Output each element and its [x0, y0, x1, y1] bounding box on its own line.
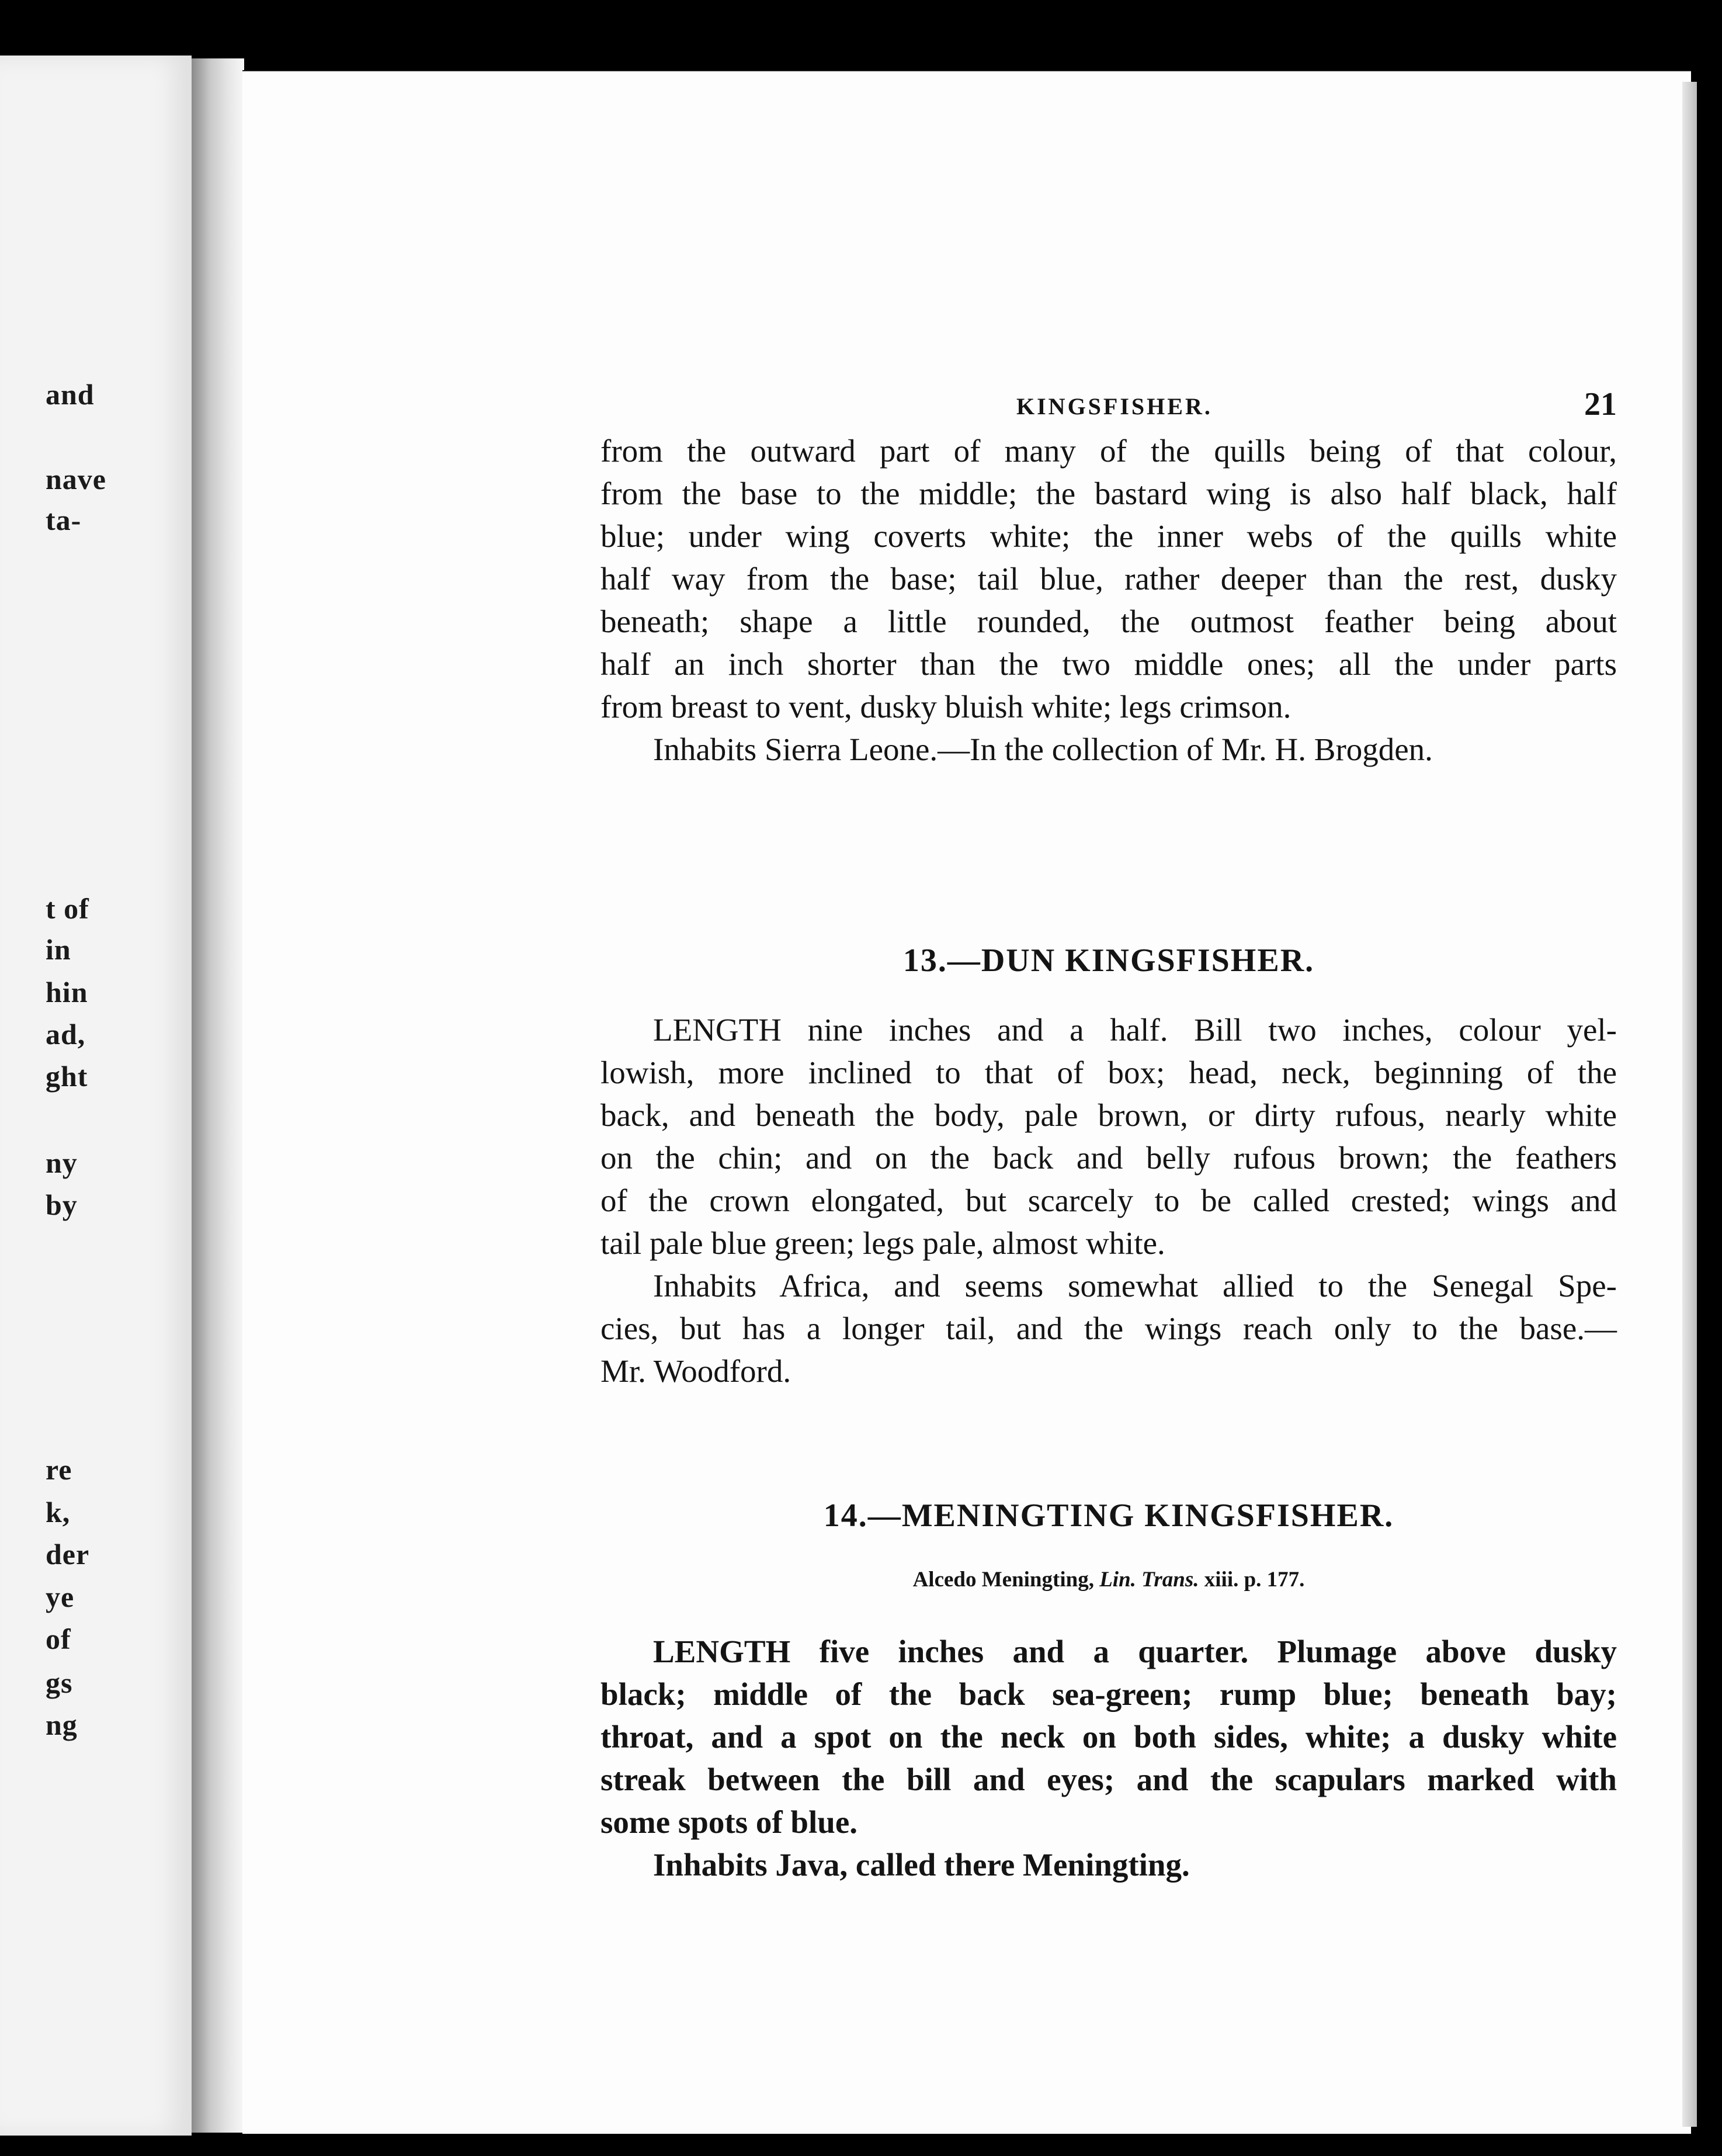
text-line: blue; under wing coverts white; the inner webs of the quills white — [600, 518, 1617, 554]
facing-word: der — [46, 1538, 90, 1571]
facing-word: ght — [46, 1060, 88, 1093]
page-header — [600, 386, 1617, 421]
facing-word: nave — [46, 463, 106, 495]
text-line: back, and beneath the body, pale brown, or dirty rufous, nearly white — [600, 1097, 1617, 1133]
text-line: some spots of blue. — [600, 1804, 858, 1840]
habitat-line: Inhabits Sierra Leone.—In the collection of Mr. H. Brogden. — [653, 732, 1433, 767]
reference-name: Alcedo Meningting, — [912, 1568, 1094, 1592]
facing-word: ta- — [46, 504, 82, 536]
facing-word: and — [46, 378, 95, 411]
text-line: on the chin; and on the back and belly rufous brown; the feathers — [600, 1140, 1617, 1176]
text-line: streak between the bill and eyes; and the scapulars marked with — [600, 1762, 1617, 1797]
book-gutter-shadow — [192, 58, 244, 2133]
text-line: beneath; shape a little rounded, the outmost feather being about — [600, 604, 1617, 639]
facing-word: by — [46, 1188, 78, 1221]
habitat-line: Inhabits Africa, and seems somewhat allied to the Senegal Spe- — [653, 1268, 1617, 1304]
text-line: LENGTH nine inches and a half. Bill two inches, colour yel- — [653, 1012, 1617, 1048]
section-heading-13: 13.—DUN KINGSFISHER. — [902, 942, 1315, 979]
page-edge — [1682, 82, 1697, 2127]
facing-word: ny — [46, 1146, 78, 1179]
text-line: from breast to vent, dusky bluish white; legs crimson. — [600, 689, 1292, 725]
reference-line — [600, 1567, 1617, 1592]
facing-page — [0, 56, 192, 2136]
text-line: LENGTH five inches and a quarter. Plumage above dusky — [653, 1634, 1617, 1669]
text-line: half an inch shorter than the two middle ones; all the under parts — [600, 646, 1617, 682]
facing-word: in — [46, 933, 71, 966]
habitat-line: cies, but has a longer tail, and the wings reach only to the base.— — [600, 1311, 1617, 1346]
text-line: throat, and a spot on the neck on both sides, white; a dusky white — [600, 1719, 1617, 1755]
habitat-line: Inhabits Java, called there Meningting. — [653, 1847, 1190, 1883]
text-line: of the crown elongated, but scarcely to be called crested; wings and — [600, 1183, 1617, 1218]
habitat-line: Mr. Woodford. — [600, 1353, 791, 1389]
facing-word: t of — [46, 892, 89, 925]
text-line: from the base to the middle; the bastard wing is also half black, half — [600, 476, 1617, 511]
facing-page-text-edge — [0, 56, 192, 2136]
reference-page: xiii. p. 177. — [1204, 1568, 1305, 1592]
facing-word: hin — [46, 976, 88, 1008]
facing-word: ye — [46, 1580, 75, 1613]
facing-word: ad, — [46, 1018, 86, 1051]
running-head: KINGSFISHER. — [1016, 393, 1213, 420]
facing-word: gs — [46, 1666, 73, 1699]
text-line: from the outward part of many of the quills being of that colour, — [600, 433, 1617, 469]
facing-word: re — [46, 1453, 72, 1486]
text-line: black; middle of the back sea-green; rump blue; beneath bay; — [600, 1676, 1617, 1712]
facing-word: ng — [46, 1708, 78, 1741]
main-page — [242, 70, 1691, 2134]
section-heading-14: 14.—MENINGTING KINGSFISHER. — [823, 1498, 1394, 1534]
reference-journal: Lin. Trans. — [1099, 1568, 1199, 1592]
text-line: lowish, more inclined to that of box; head, neck, beginning of the — [600, 1055, 1617, 1090]
text-line: half way from the base; tail blue, rather deeper than the rest, dusky — [600, 561, 1617, 597]
text-line: tail pale blue green; legs pale, almost white. — [600, 1225, 1165, 1261]
facing-word: k, — [46, 1496, 71, 1528]
facing-word: of — [46, 1623, 71, 1655]
page-number: 21 — [1584, 386, 1617, 422]
